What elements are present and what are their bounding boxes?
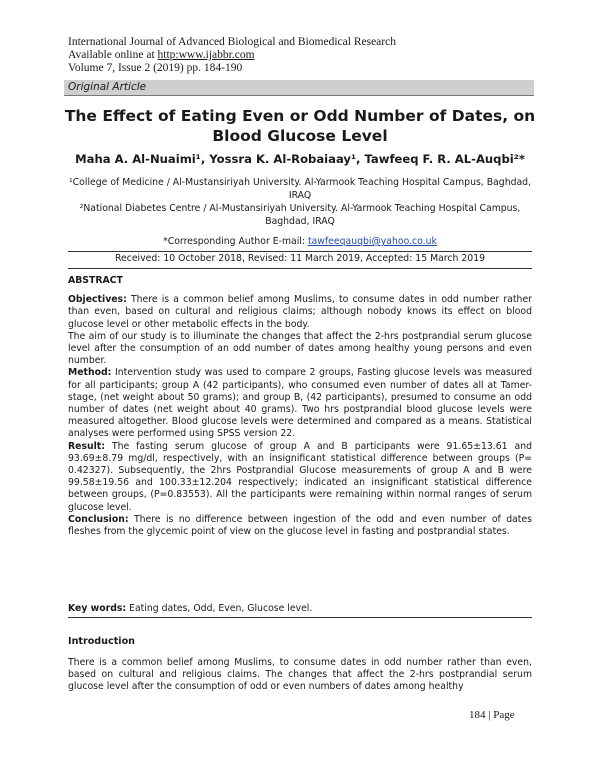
corresponding-label: *Corresponding Author E-mail: (163, 236, 308, 247)
abstract-method (68, 367, 532, 440)
journal-url-link[interactable]: http:www.ijabbr.com (157, 49, 255, 61)
keywords-text: Eating dates, Odd, Even, Glucose level. (126, 603, 313, 614)
method-text: Intervention study was used to compare 2 groups, Fasting glucose levels was measured for all participants; group A (42 participants), who consumed even number of dates all at Tamer-stage, (net weight about 50 grams); and group B, (42 participants), presumed to consume an odd number of dates (net weight about 40 grams). Two hrs postprandial blood glucose levels were measured altogether. Blood glucose levels were determined and compared as a means. Statistical analyses were performed using SPSS version 22. (68, 367, 532, 440)
objectives-text: There is a common belief among Muslims, to consume dates in odd number rather than even, based on cultural and religious claims; although nobody knows its effect on blood glucose level or other metabolic effects in the body. (68, 294, 532, 330)
abstract-objectives (68, 294, 532, 331)
paper-title: The Effect of Eating Even or Odd Number of Dates, on Blood Glucose Level (64, 107, 536, 145)
journal-availability (68, 49, 396, 62)
article-type-label: Original Article (68, 81, 147, 93)
corresponding-email-link[interactable]: tawfeeqauqbi@yahoo.co.uk (307, 236, 437, 247)
conclusion-text: There is no difference between ingestion of the odd and even number of dates fleshes from the glycemic point of view on the glucose level in fasting and postprandial states. (68, 513, 532, 538)
received-dates: Received: 10 October 2018, Revised: 11 March 2019, Accepted: 15 March 2019 (114, 253, 486, 264)
objectives-label: Objectives: (68, 294, 127, 306)
abstract-result (68, 441, 532, 514)
page-number: 184 | Page (469, 709, 515, 721)
conclusion-label: Conclusion: (68, 513, 129, 525)
keywords-label: Key words: (68, 603, 127, 614)
corresponding-author (64, 236, 536, 247)
method-label: Method: (68, 367, 112, 379)
introduction-heading: Introduction (68, 636, 135, 647)
divider-received (68, 268, 532, 269)
author-list: Maha A. Al-Nuaimi¹, Yossra K. Al-Robaiaay¹, Tawfeeq F. R. AL-Auqbi²* (75, 152, 525, 166)
result-text: The fasting serum glucose of group A and B participants were 91.65±13.61 and 93.69±8.79 mg/dl, respectively, with an insignificant statistical difference between groups (P= 0.42327). Subsequently, the 2hrs Postprandial Glucose measurements of group A and B were 99.58±19.56 and 100.33±12.204 respectively; indicated an insignificant statistical difference between groups, (P=0.83553). All the participants were remaining within normal ranges of serum glucose level. (68, 440, 532, 513)
introduction-text: There is a common belief among Muslims, to consume dates in odd number rather than even, based on cultural and religious claims. The changes that affect the 2-hrs postprandial serum glucose level after the consumption of odd or even numbers of dates among healthy (68, 657, 532, 693)
affiliation-1: ¹College of Medicine / Al-Mustansiriyah University. Al-Yarmook Teaching Hospital Campus, Baghdad, IRAQ (68, 177, 532, 201)
journal-name: International Journal of Advanced Biological and Biomedical Research (68, 36, 396, 48)
abstract-heading: ABSTRACT (68, 275, 123, 286)
divider-top (68, 251, 532, 252)
available-prefix: Available online at (68, 49, 158, 61)
result-label: Result: (68, 440, 105, 452)
journal-volume: Volume 7, Issue 2 (2019) pp. 184-190 (68, 62, 243, 74)
journal-header (68, 36, 396, 75)
abstract-aim: The aim of our study is to illuminate the changes that affect the 2-hrs postprandial serum glucose level after the consumption of an odd number of dates among healthy young persons and even number. (68, 330, 532, 367)
abstract-section (68, 275, 532, 538)
keywords (68, 603, 532, 614)
divider-keywords (68, 617, 532, 618)
abstract-conclusion (68, 514, 532, 538)
article-type-bar (64, 80, 534, 96)
affiliation-2: ²National Diabetes Centre / Al-Mustansiriyah University. Al-Yarmook Teaching Hospital Campus, Baghdad, IRAQ (79, 203, 521, 227)
